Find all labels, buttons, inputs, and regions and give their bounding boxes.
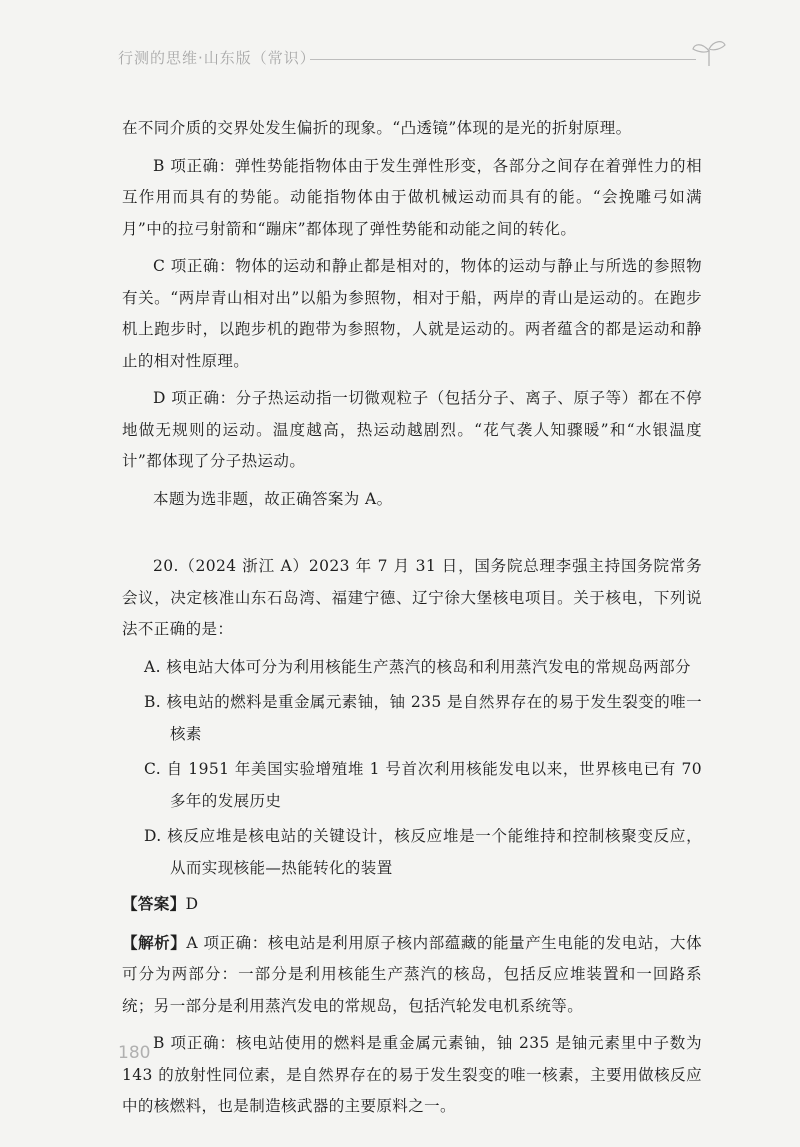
analysis-a [122,927,702,1023]
paragraph-conclusion: 本题为选非题，故正确答案为 A。 [153,489,393,508]
paragraph-option-b: B 项正确：弹性势能指物体由于发生弹性形变，各部分之间存在着弹性力的相互作用而具有的势能。动能指物体由于做机械运动而具有的能。“会挽雕弓如满月”中的拉弓射箭和“蹦床”都体现了弹性势能和动能之间的转化。 [122,156,702,238]
answer-value: D [185,895,199,913]
answer-line [122,888,702,921]
analysis-b: B 项正确：核电站使用的燃料是重金属元素铀，铀 235 是铀元素里中子数为 143 的放射性同位素，是自然界存在的易于发生裂变的唯一核素，主要用做核反应中的核燃料，也是制造核武器的主要原料之一。 [122,1034,702,1115]
answer-label: 【答案】 [122,894,186,913]
header-rule [310,59,696,60]
option-b: B. 核电站的燃料是重金属元素铀，铀 235 是自然界存在的易于发生裂变的唯一核素 [144,693,702,743]
option-c: C. 自 1951 年美国实验增殖堆 1 号首次利用核能发电以来，世界核电已有 70 多年的发展历史 [144,760,702,810]
paragraph-option-d: D 项正确：分子热运动指一切微观粒子（包括分子、离子、原子等）都在不停地做无规则的运动。温度越高，热运动越剧烈。“花气袭人知骤暖”和“水银温度计”都体现了分子热运动。 [122,389,702,470]
sprout-icon [690,38,728,68]
paragraph-continuation: 在不同介质的交界处发生偏折的现象。“凸透镜”体现的是光的折射原理。 [122,119,632,137]
analysis-a-text: A 项正确：核电站是利用原子核内部蕴藏的能量产生电能的发电站，大体可分为两部分：一部分是利用核能生产蒸汽的核岛，包括反应堆装置和一回路系统；另一部分是利用蒸汽发电的常规岛，包括汽轮发电机系统等。 [122,933,702,1015]
section-gap [122,521,702,551]
page-body [122,113,702,1129]
analysis-label: 【解析】 [122,932,187,952]
book-title: 行测的思维·山东版（常识） [118,49,316,67]
option-a: A. 核电站大体可分为利用核能生产蒸汽的核岛和利用蒸汽发电的常规岛两部分 [144,657,691,676]
paragraph-option-c: C 项正确：物体的运动和静止都是相对的，物体的运动与静止与所选的参照物有关。“两岸青山相对出”以船为参照物，相对于船，两岸的青山是运动的。在跑步机上跑步时，以跑步机的跑带为参照物，人就是运动的。两者蕴含的都是运动和静止的相对性原理。 [122,257,702,370]
question-stem: 20.（2024 浙江 A）2023 年 7 月 31 日，国务院总理李强主持国务院常务会议，决定核准山东石岛湾、福建宁德、辽宁徐大堡核电项目。关于核电，下列说法不正确的是： [122,557,702,638]
page-number: 180 [118,1043,151,1063]
option-d: D. 核反应堆是核电站的关键设计，核反应堆是一个能维持和控制核聚变反应，从而实现核能—热能转化的装置 [144,827,702,877]
running-header [118,44,718,74]
